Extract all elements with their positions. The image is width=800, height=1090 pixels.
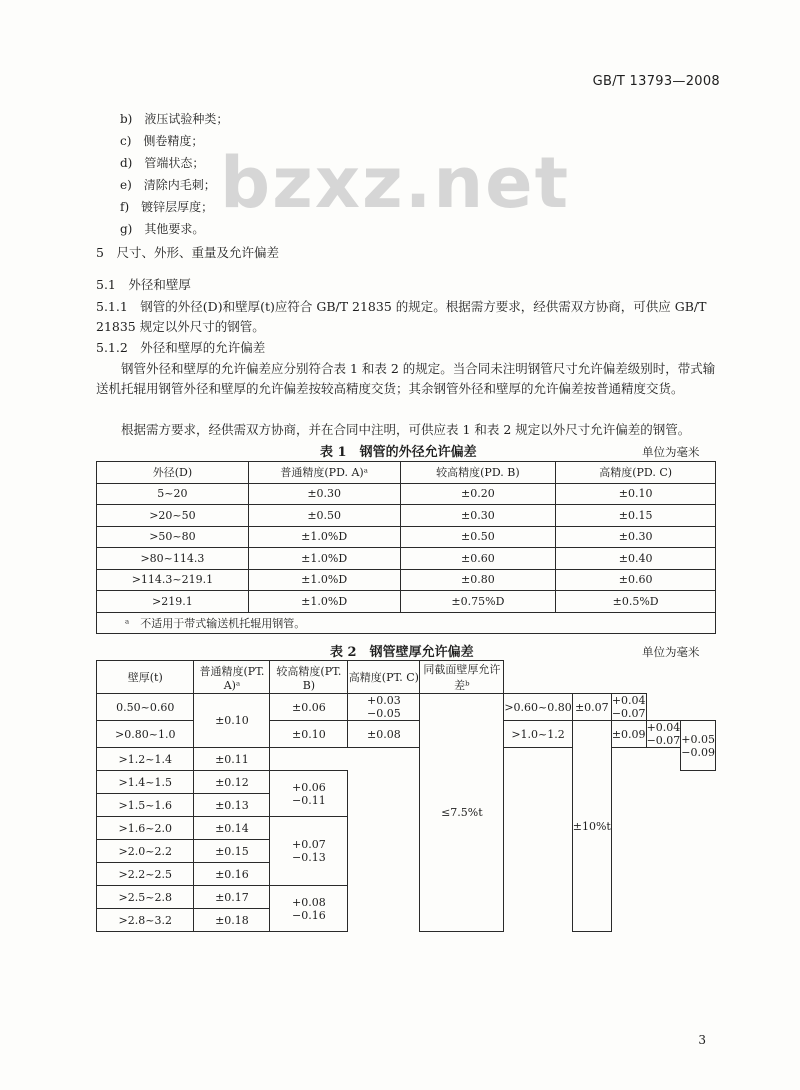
order-item: c) 侧卷精度； bbox=[120, 134, 204, 148]
table-cell bbox=[270, 771, 348, 817]
order-item: d) 管端状态； bbox=[120, 156, 205, 170]
table-cell: ±0.50 bbox=[248, 505, 400, 527]
order-item: b) 液压试验种类； bbox=[120, 112, 229, 126]
minus-value: −0.11 bbox=[292, 793, 326, 807]
table2-unit: 单位为毫米 bbox=[642, 645, 700, 659]
table-row bbox=[97, 794, 716, 817]
table-cell: ±0.16 bbox=[194, 863, 270, 886]
table-cell: ±1.0%D bbox=[248, 591, 400, 613]
table-cell: ±0.10 bbox=[194, 694, 270, 748]
table-row bbox=[97, 771, 716, 794]
table-cell: >1.5~1.6 bbox=[97, 794, 194, 817]
header-cell: 外径(D) bbox=[97, 462, 249, 484]
plus-value: +0.03 bbox=[367, 694, 401, 707]
table-header-row bbox=[97, 661, 716, 694]
minus-value: −0.07 bbox=[646, 734, 681, 747]
table-cell: ±0.5%D bbox=[556, 591, 716, 613]
standard-number: GB/T 13793—2008 bbox=[592, 74, 720, 89]
header-cell: 普通精度(PT. A)ᵃ bbox=[194, 661, 270, 694]
paragraph-tolerance-rule: 钢管外径和壁厚的允许偏差应分别符合表 1 和表 2 的规定。当合同未注明钢管尺寸允许偏差级别时，带式输送机托辊用钢管外径和壁厚的允许偏差按较高精度交货；其余钢管外径和壁厚的允许偏差按普通精度交货。 bbox=[96, 361, 716, 396]
table-cell bbox=[681, 721, 716, 771]
table-cell: >50~80 bbox=[97, 526, 249, 548]
table-cell: ±0.07 bbox=[572, 694, 611, 721]
table-cell: ±0.75%D bbox=[400, 591, 556, 613]
header-cell: 壁厚(t) bbox=[97, 661, 194, 694]
minus-value: −0.16 bbox=[292, 908, 326, 922]
table-cell bbox=[646, 721, 681, 748]
table-row bbox=[97, 483, 716, 505]
table-cell: 5~20 bbox=[97, 483, 249, 505]
header-cell: 高精度(PD. C) bbox=[556, 462, 716, 484]
table-row bbox=[97, 591, 716, 613]
table-cell: ±0.50 bbox=[400, 526, 556, 548]
table-row bbox=[97, 886, 716, 909]
table-cell: ±1.0%D bbox=[248, 569, 400, 591]
table-cell bbox=[270, 817, 348, 886]
plus-value: +0.05 bbox=[681, 732, 715, 746]
table-row bbox=[97, 748, 716, 771]
section-5-1-1-text: 5.1.1 钢管的外径(D)和壁厚(t)应符合 GB/T 21835 的规定。根据需方要求，经供需双方协商，可供应 GB/T 21835 规定以外尺寸的钢管。 bbox=[96, 299, 707, 334]
section-5-1-title: 5.1 外径和壁厚 bbox=[96, 277, 191, 292]
minus-value: −0.05 bbox=[367, 707, 401, 720]
table-cell: ±0.08 bbox=[348, 721, 420, 748]
table-cell: >1.6~2.0 bbox=[97, 817, 194, 840]
table-cell: ±0.15 bbox=[194, 840, 270, 863]
table-note-row bbox=[97, 612, 716, 634]
plus-value: +0.04 bbox=[646, 721, 681, 734]
table-cell: >2.2~2.5 bbox=[97, 863, 194, 886]
table-row bbox=[97, 909, 716, 932]
order-item: e) 清除内毛刺； bbox=[120, 178, 216, 192]
table-cell: >1.0~1.2 bbox=[504, 721, 572, 748]
table1-caption: 表 1 钢管的外径允许偏差 bbox=[320, 445, 477, 460]
header-cell: 同截面壁厚允许差ᵇ bbox=[420, 661, 504, 694]
table-cell: >1.2~1.4 bbox=[97, 748, 194, 771]
table-cell: ±0.20 bbox=[400, 483, 556, 505]
paragraph-custom-tolerance: 根据需方要求，经供需双方协商，并在合同中注明，可供应表 1 和表 2 规定以外尺寸允许偏差的钢管。 bbox=[121, 422, 691, 437]
table-cell: >114.3~219.1 bbox=[97, 569, 249, 591]
header-cell: 普通精度(PD. A)ᵃ bbox=[248, 462, 400, 484]
table-cell: ±0.17 bbox=[194, 886, 270, 909]
table-cell: 0.50~0.60 bbox=[97, 694, 194, 721]
table-cell: ±0.30 bbox=[556, 526, 716, 548]
table-row bbox=[97, 548, 716, 570]
minus-value: −0.13 bbox=[292, 851, 326, 864]
table-cell: ±10%t bbox=[572, 721, 611, 932]
table-cell: ±0.10 bbox=[556, 483, 716, 505]
table-cell: >219.1 bbox=[97, 591, 249, 613]
table-cell: ±0.60 bbox=[556, 569, 716, 591]
table-row bbox=[97, 526, 716, 548]
table-cell: ±0.12 bbox=[194, 771, 270, 794]
table-cell bbox=[348, 694, 420, 721]
table-cell: ±0.30 bbox=[248, 483, 400, 505]
table2-caption: 表 2 钢管壁厚允许偏差 bbox=[330, 645, 474, 660]
table-cell: ±0.30 bbox=[400, 505, 556, 527]
table-cell: ±0.15 bbox=[556, 505, 716, 527]
table1-note: ᵃ 不适用于带式输送机托辊用钢管。 bbox=[97, 612, 716, 634]
order-item: f) 镀锌层厚度； bbox=[120, 200, 214, 214]
table-row bbox=[97, 840, 716, 863]
table-cell: >2.8~3.2 bbox=[97, 909, 194, 932]
page-number: 3 bbox=[698, 1033, 706, 1047]
plus-value: +0.07 bbox=[292, 838, 326, 851]
table-cell: ±0.60 bbox=[400, 548, 556, 570]
watermark: bzxz.net bbox=[220, 142, 571, 224]
minus-value: −0.07 bbox=[611, 707, 646, 720]
plus-value: +0.08 bbox=[292, 895, 326, 909]
table-cell bbox=[270, 886, 348, 932]
table-cell: ±0.11 bbox=[194, 748, 270, 771]
table-cell: ±0.10 bbox=[270, 721, 348, 748]
plus-value: +0.06 bbox=[292, 780, 326, 794]
table-cell: ±0.09 bbox=[611, 721, 646, 748]
table-row bbox=[97, 569, 716, 591]
table-header-row bbox=[97, 462, 716, 484]
table-cell: >2.0~2.2 bbox=[97, 840, 194, 863]
header-cell: 高精度(PT. C) bbox=[348, 661, 420, 694]
table-cell: ±0.40 bbox=[556, 548, 716, 570]
order-item: g) 其他要求。 bbox=[120, 222, 205, 236]
order-items-list bbox=[120, 108, 228, 240]
section-5-1-2-title: 5.1.2 外径和壁厚的允许偏差 bbox=[96, 340, 266, 355]
table-cell: ±0.14 bbox=[194, 817, 270, 840]
table-cell: ±1.0%D bbox=[248, 548, 400, 570]
table1-unit: 单位为毫米 bbox=[642, 445, 700, 459]
table-row bbox=[97, 817, 716, 840]
section-5-title: 5 尺寸、外形、重量及允许偏差 bbox=[96, 245, 279, 260]
table-cell: >20~50 bbox=[97, 505, 249, 527]
table-row bbox=[97, 863, 716, 886]
minus-value: −0.09 bbox=[681, 745, 715, 759]
header-cell: 较高精度(PT. B) bbox=[270, 661, 348, 694]
table-cell: >2.5~2.8 bbox=[97, 886, 194, 909]
table-cell: ±0.80 bbox=[400, 569, 556, 591]
table-cell: ≤7.5%t bbox=[420, 694, 504, 932]
table2-wall-tolerance bbox=[96, 660, 716, 932]
header-cell: 较高精度(PD. B) bbox=[400, 462, 556, 484]
table-cell: ±0.18 bbox=[194, 909, 270, 932]
table-cell: ±0.06 bbox=[270, 694, 348, 721]
table-cell: >0.80~1.0 bbox=[97, 721, 194, 748]
table-cell: ±0.13 bbox=[194, 794, 270, 817]
table-cell: >1.4~1.5 bbox=[97, 771, 194, 794]
plus-value: +0.04 bbox=[611, 694, 646, 707]
table-cell: >0.60~0.80 bbox=[504, 694, 572, 721]
table-cell: >80~114.3 bbox=[97, 548, 249, 570]
table-row bbox=[97, 505, 716, 527]
table1-od-tolerance bbox=[96, 461, 716, 634]
table-cell: ±1.0%D bbox=[248, 526, 400, 548]
table-cell bbox=[611, 694, 646, 721]
